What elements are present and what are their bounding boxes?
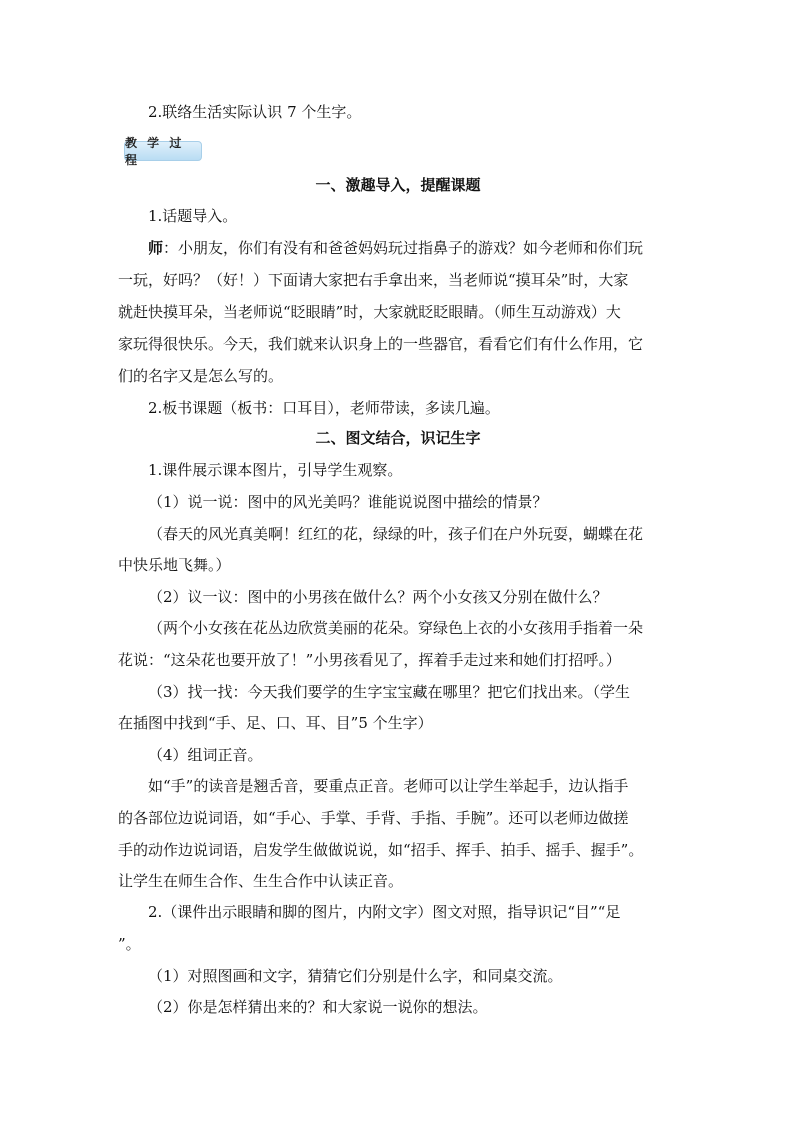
question-line: （2）议一议：图中的小男孩在做什么？两个小女孩又分别在做什么？ bbox=[148, 588, 608, 606]
question-line: （4）组词正音。 bbox=[148, 746, 263, 764]
teacher-label: 师 bbox=[148, 239, 164, 257]
answer-line: 中快乐地飞舞。） bbox=[118, 556, 231, 574]
paragraph-line: 的各部位边说词语，如“手心、手掌、手背、手指、手腕”。还可以老师边做搓 bbox=[118, 809, 629, 827]
objective-text: 2.联络生活实际认识 7 个生字。 bbox=[148, 103, 362, 121]
paragraph-text: ：小朋友，你们有没有和爸爸妈妈玩过指鼻子的游戏？如今老师和你们玩 bbox=[163, 239, 644, 257]
item-eye-foot-pictures-cont: ”。 bbox=[118, 935, 141, 953]
item-blackboard-title: 2.板书课题（板书：口耳目），老师带读，多读几遍。 bbox=[148, 399, 500, 417]
item-topic-intro: 1.话题导入。 bbox=[148, 207, 238, 225]
item-eye-foot-pictures: 2.（课件出示眼睛和脚的图片，内附文字）图文对照，指导识记“目”“足 bbox=[148, 903, 621, 921]
paragraph-line: 们的名字又是怎么写的。 bbox=[118, 367, 284, 385]
paragraph-line: 就赶快摸耳朵，当老师说“眨眼睛”时，大家就眨眨眼睛。（师生互动游戏）大 bbox=[118, 303, 621, 321]
paragraph-line bbox=[148, 238, 678, 258]
sub-item-line: （2）你是怎样猜出来的？和大家说一说你的想法。 bbox=[148, 998, 488, 1016]
paragraph-line: 家玩得很快乐。今天，我们就来认识身上的一些器官，看看它们有什么作用，它 bbox=[118, 335, 644, 353]
answer-line: （春天的风光真美啊！红红的花，绿绿的叶，孩子们在户外玩耍，蝴蝶在花 bbox=[148, 525, 644, 543]
question-line: （3）找一找：今天我们要学的生字宝宝藏在哪里？把它们找出来。（学生 bbox=[148, 683, 631, 701]
question-line: 在插图中找到“手、足、口、耳、目”5 个生字） bbox=[118, 714, 433, 732]
paragraph-line: 手的动作边说词语，启发学生做做说说，如“招手、挥手、拍手、摇手、握手”。 bbox=[118, 841, 644, 859]
section-badge: 教 学 过 程 bbox=[124, 141, 202, 161]
heading-section-one: 一、激趣导入，提醒课题 bbox=[315, 176, 481, 194]
paragraph-line: 如“手”的读音是翘舌音，要重点正音。老师可以让学生举起手，边认指手 bbox=[148, 777, 629, 795]
question-line: （1）说一说：图中的风光美吗？谁能说说图中描绘的情景？ bbox=[148, 493, 548, 511]
answer-line: 花说：“这朵花也要开放了！”小男孩看见了，挥着手走过来和她们打招呼。） bbox=[118, 651, 621, 669]
paragraph-line: 一玩，好吗？（好！）下面请大家把右手拿出来，当老师说“摸耳朵”时，大家 bbox=[118, 271, 629, 289]
answer-line: （两个小女孩在花丛边欣赏美丽的花朵。穿绿色上衣的小女孩用手指着一朵 bbox=[148, 619, 644, 637]
item-courseware-picture: 1.课件展示课本图片，引导学生观察。 bbox=[148, 461, 403, 479]
paragraph-line: 让学生在师生合作、生生合作中认读正音。 bbox=[118, 872, 404, 890]
sub-item-line: （1）对照图画和文字，猜猜它们分别是什么字，和同桌交流。 bbox=[148, 967, 563, 985]
heading-section-two: 二、图文结合，识记生字 bbox=[315, 429, 481, 447]
